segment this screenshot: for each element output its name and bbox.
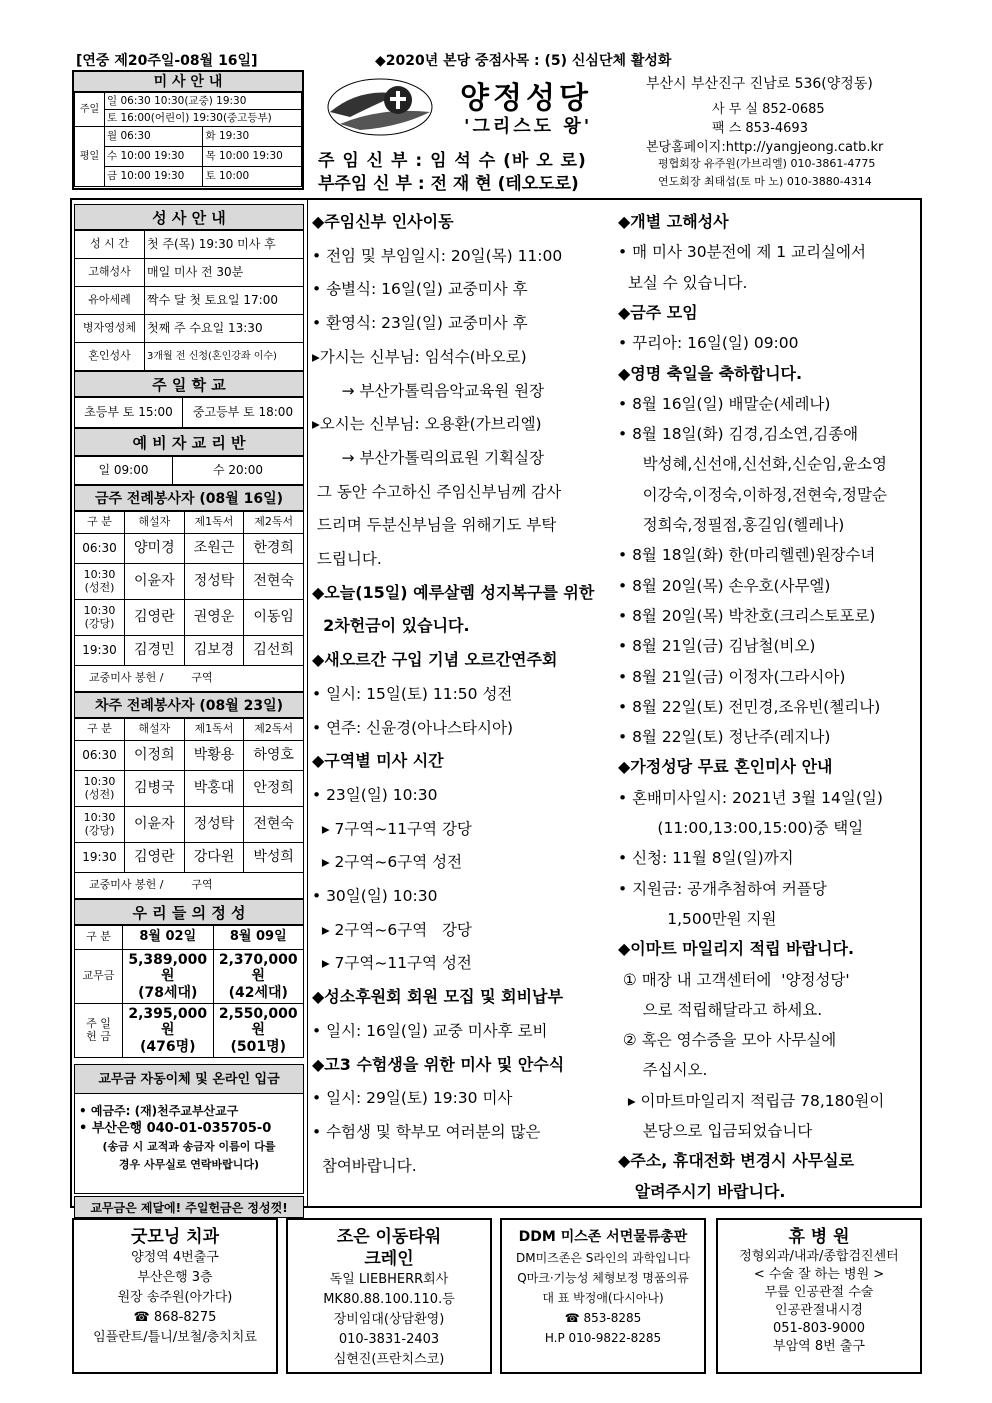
sunday-label: 주일 [75, 93, 105, 127]
notice-heading: ◆영명 축일을 축하합니다. [618, 363, 803, 383]
notice-line: 드립니다. [312, 550, 382, 568]
offering-count: (78세대) [138, 984, 198, 1001]
table-cell: 김영란 [125, 600, 185, 636]
table-header: 해설자 [125, 719, 185, 741]
notice-heading: ◆구역별 미사 시간 [312, 751, 444, 771]
table-cell: 권영운 [184, 600, 244, 636]
notice-line: • 신청: 11월 8일(일)까지 [618, 849, 794, 868]
advertisement-line: 임플란트/틀니/보철/충치치료 [93, 1330, 257, 1345]
advertisement-line: DM미즈존은 S라인의 과학입니다 [516, 1251, 690, 1265]
offering-title: 우 리 들 의 정 성 [74, 899, 304, 925]
notice-line: • 8월 21일(금) 이정자(그라시아) [618, 667, 846, 686]
sunday-school-title: 주 일 학 교 [74, 371, 304, 397]
sacrament-time: 매일 미사 전 30분 [145, 259, 304, 287]
offering-amount: 5,389,000원 [128, 952, 208, 985]
mass-schedule-box [72, 70, 304, 190]
notice-heading: ◆개별 고해성사 [618, 212, 729, 231]
notice-line: • 매 미사 30분전에 제 1 교리실에서 [618, 243, 866, 262]
weekday-mass: 금 10:00 19:30 [105, 167, 203, 187]
church-name: 양정성당 [460, 81, 592, 116]
table-header: 제1독서 [184, 719, 244, 741]
advertisement-line: < 수술 잘 하는 병원 > [753, 1267, 885, 1282]
church-subtitle: '그리스도 왕' [464, 116, 593, 137]
notice-line: (11:00,13:00,15:00)중 택일 [618, 819, 864, 837]
homepage-link[interactable]: 본당홈페이지:http://yangjeong.catb.kr [646, 140, 884, 155]
advertisement-box [72, 1218, 278, 1374]
notice-line: • 8월 18일(화) 한(마리헬렌)원장수녀 [618, 546, 876, 565]
offering-label: 주 일 헌 금 [75, 1004, 123, 1058]
advertisement-line: 대 표 박정애(다시아나) [542, 1291, 664, 1305]
notice-line: • 8월 22일(토) 전민경,조유빈(첼리나) [618, 697, 881, 716]
notice-heading: ◆주소, 휴대전화 변경시 사무실로 [618, 1151, 855, 1171]
advertisement-title: 굿모닝 치과 [130, 1227, 220, 1247]
servers-next-week-title: 차주 전례봉사자 (08월 23일) [74, 692, 304, 718]
notice-line: • 8월 18일(화) 김경,김소연,김종애 [618, 425, 859, 444]
notice-line: • 일시: 29일(토) 19:30 미사 [312, 1089, 513, 1108]
table-cell: 이정희 [125, 741, 185, 771]
fax-number: 팩 스 853-4693 [712, 121, 808, 136]
weekday-mass: 토 10:00 [203, 167, 302, 187]
advertisement-line: 051-803-9000 [772, 1321, 866, 1336]
table-cell: 10:30 (강당) [75, 600, 125, 636]
notice-line: ▸ 2구역~6구역 성전 [312, 853, 463, 872]
sacrament-time: 3개월 전 신청(혼인강좌 이수) [145, 343, 304, 371]
sacrament-name: 고해성사 [75, 259, 145, 287]
offering-table [74, 925, 304, 1058]
advertisement-line: 부암역 8번 출구 [773, 1339, 865, 1354]
notice-line: • 꾸리아: 16일(일) 09:00 [618, 334, 799, 353]
advertisement-line: H.P 010-9822-8285 [544, 1331, 662, 1345]
advertisement-line: 심현진(프란치스코) [333, 1352, 445, 1367]
notice-line: • 23일(일) 10:30 [312, 785, 438, 804]
notice-line: 정희숙,정필점,홍길임(헬레나) [618, 516, 845, 534]
weekday-mass: 수 10:00 19:30 [105, 147, 203, 167]
notice-line: ▸오시는 신부님: 오용환(가브리엘) [312, 415, 542, 434]
advertisement-line: 부산은행 3층 [137, 1270, 213, 1285]
advertisement-line: 장비임대(상담환영) [333, 1312, 445, 1327]
table-cell: 김병국 [125, 771, 185, 807]
table-header: 구 분 [75, 719, 125, 741]
offering-amount: 2,370,000원 [218, 952, 298, 985]
bank-footer: 교무금은 제달에! 주일헌금은 정성껏! [74, 1196, 304, 1218]
notice-line: • 8월 16일(일) 배말순(세레나) [618, 394, 831, 413]
notice-heading: ◆가정성당 무료 혼인미사 안내 [618, 757, 833, 777]
notice-line: ① 매장 내 고객센터에 '양정성당' [618, 970, 850, 989]
notice-heading: ◆주임신부 인사이동 [312, 212, 454, 231]
bank-account-number: • 부산은행 040-01-035705-0 [79, 1121, 272, 1136]
notice-line: → 부산가톨릭음악교육원 원장 [312, 381, 545, 400]
table-cell: 전현숙 [244, 807, 304, 843]
elementary-time: 초등부 토 15:00 [75, 398, 183, 428]
office-phone: 사 무 실 852-0685 [712, 102, 825, 117]
sacrament-name: 성 시 간 [75, 231, 145, 259]
notice-line: 본당으로 입금되었습니다 [618, 1122, 813, 1140]
table-cell: 이윤자 [125, 807, 185, 843]
bank-account-holder: • 예금주: (재)천주교부산교구 [79, 1104, 239, 1118]
advertisement-line: ☎ 868-8275 [133, 1310, 217, 1325]
table-cell: 박성희 [244, 843, 304, 873]
notice-line: • 송별식: 16일(일) 교중미사 후 [312, 280, 528, 299]
notice-line: 주십시오. [618, 1061, 708, 1080]
notice-line: 으로 적립해달라고 하세요. [618, 1000, 823, 1019]
weekday-label: 평일 [75, 127, 105, 187]
table-header: 제2독서 [244, 512, 304, 534]
sacraments-table [74, 230, 304, 371]
table-cell: 박황용 [184, 741, 244, 771]
notice-line: • 8월 20일(목) 박찬호(크리스토포로) [618, 606, 876, 625]
table-cell: 김선희 [244, 636, 304, 666]
advertisement-box [716, 1218, 922, 1374]
table-cell: 하영호 [244, 741, 304, 771]
bank-note: (송금 시 교적과 송금자 이름이 다를 [102, 1140, 276, 1153]
sunday-mass-1: 일 06:30 10:30(교중) 19:30 [105, 93, 302, 110]
table-cell: 10:30 (성전) [75, 771, 125, 807]
table-header: 8월 02일 [123, 926, 214, 950]
advertisement-line: 정형외과/내과/종합검진센터 [739, 1249, 899, 1264]
notice-line: 이강숙,이정숙,이하정,전현숙,정말순 [618, 485, 887, 504]
offering-count: (501명) [230, 1038, 287, 1055]
catechumen-title: 예 비 자 교 리 반 [74, 428, 304, 456]
weekday-mass: 목 10:00 19:30 [203, 147, 302, 167]
advertisement-line: ☎ 853-8285 [564, 1311, 642, 1325]
notice-heading: ◆오늘(15일) 예루살렘 성지복구를 위한 [312, 582, 595, 602]
notice-line: • 8월 21일(금) 김남철(비오) [618, 637, 816, 656]
table-header: 구 분 [75, 926, 123, 950]
notice-heading: 2차헌금이 있습니다. [312, 616, 470, 636]
offering-count: (42세대) [228, 984, 288, 1001]
servers-this-week-table [74, 511, 304, 692]
notice-line: 1,500만원 지원 [618, 909, 777, 928]
table-header: 8월 09일 [213, 926, 304, 950]
notice-line: • 연주: 신윤경(아나스타시아) [312, 718, 514, 737]
table-cell: 김영란 [125, 843, 185, 873]
table-cell: 10:30 (강당) [75, 807, 125, 843]
notice-line: ▸ 7구역~11구역 강당 [312, 819, 472, 838]
notice-line: ▸가시는 신부님: 임석수(바오로) [312, 347, 527, 366]
servers-this-week-title: 금주 전례봉사자 (08월 16일) [74, 485, 304, 511]
offering-count: (476명) [139, 1038, 196, 1055]
left-column [74, 204, 304, 1218]
advertisement-line: Q마크·기능성 체형보정 명품의류 [517, 1271, 689, 1285]
advertisement-line: 인공관절내시경 [775, 1303, 863, 1318]
table-cell: 안정희 [244, 771, 304, 807]
mass-table [74, 92, 302, 187]
sacraments-title: 성 사 안 내 [74, 204, 304, 230]
notice-line: • 8월 22일(토) 정난주(레지나) [618, 728, 831, 747]
offering-group: 교중미사 봉헌 / 구역 [75, 873, 304, 899]
table-header: 제1독서 [184, 512, 244, 534]
weekday-mass: 화 19:30 [203, 127, 302, 147]
pastoral-focus: ◆2020년 본당 중점사목 : (5) 신심단체 활성화 [375, 53, 672, 69]
council-contact: 평협회장 유주원(가브리엘) 010-3861-4775 [658, 157, 876, 170]
notice-line: 드리며 두분신부님을 위해기도 부탁 [312, 516, 557, 535]
middle-high-time: 중고등부 토 18:00 [183, 398, 304, 428]
advertisement-line: 무릎 인공관절 수술 [764, 1285, 874, 1300]
notice-line: ▸ 2구역~6구역 강당 [312, 920, 472, 939]
table-cell: 박홍대 [184, 771, 244, 807]
catechumen-wednesday: 수 20:00 [173, 457, 304, 485]
advertisement-line: MK80.88.100.110.등 [323, 1292, 455, 1307]
notice-line: 보실 수 있습니다. [618, 273, 748, 292]
catechumen-table [74, 456, 304, 485]
table-cell: 한경희 [244, 534, 304, 564]
column-divider [307, 200, 308, 1206]
advertisement-title: 조은 이동타워 크레인 [336, 1227, 442, 1269]
assistant-line: 부주임 신 부 : 전 재 현 (테오도로) [318, 174, 579, 194]
table-cell: 정성탁 [184, 807, 244, 843]
advertisement-line: 양정역 4번출구 [131, 1250, 219, 1265]
bank-title: 교무금 자동이체 및 온라인 입금 [74, 1064, 304, 1094]
notice-heading: ◆이마트 마일리지 적립 바랍니다. [618, 939, 855, 959]
sacrament-name: 혼인성사 [75, 343, 145, 371]
table-cell: 정성탁 [184, 564, 244, 600]
table-header: 제2독서 [244, 719, 304, 741]
notice-line: • 일시: 15일(토) 11:50 성전 [312, 684, 513, 703]
notice-line: 박성혜,신선애,신선화,신순임,윤소영 [618, 455, 887, 474]
advertisement-box [286, 1218, 492, 1374]
sacrament-time: 첫 주(목) 19:30 미사 후 [145, 231, 304, 259]
table-header: 구 분 [75, 512, 125, 534]
advertisement-line: 독일 LIEBHERR회사 [329, 1272, 449, 1287]
sacrament-time: 짝수 달 첫 토요일 17:00 [145, 287, 304, 315]
advertisement-title: DDM 미스존 서면물류총판 [518, 1229, 688, 1245]
table-cell: 양미경 [125, 534, 185, 564]
notice-line: ② 혹은 영수증을 모아 사무실에 [618, 1031, 837, 1050]
table-cell: 전현숙 [244, 564, 304, 600]
notice-line: • 환영식: 23일(일) 교중미사 후 [312, 314, 528, 333]
table-cell: 19:30 [75, 843, 125, 873]
weekday-mass: 월 06:30 [105, 127, 203, 147]
table-cell: 이동임 [244, 600, 304, 636]
table-cell: 김보경 [184, 636, 244, 666]
notice-heading: ◆새오르간 구입 기념 오르간연주회 [312, 650, 558, 670]
notice-line: • 지원금: 공개추첨하여 커플당 [618, 879, 827, 898]
notice-heading: ◆고3 수험생을 위한 미사 및 안수식 [312, 1054, 565, 1074]
sunday-mass-2: 토 16:00(어린이) 19:30(중고등부) [105, 110, 302, 127]
table-cell: 강다윈 [184, 843, 244, 873]
church-address: 부산시 부산진구 진남로 536(양정동) [646, 76, 873, 92]
notice-line: • 8월 20일(목) 손우호(사무엘) [618, 576, 831, 595]
issue-label: [연중 제20주일-08월 16일] [76, 53, 258, 69]
offering-amount: 2,395,000원 [128, 1006, 208, 1039]
bank-info [74, 1094, 304, 1194]
servers-next-week-table [74, 718, 304, 899]
bank-note: 경우 사무실로 연락바랍니다) [118, 1158, 260, 1171]
church-logo-icon [320, 72, 450, 142]
table-cell: 06:30 [75, 534, 125, 564]
sacrament-name: 병자영성체 [75, 315, 145, 343]
notice-line: 참여바랍니다. [312, 1156, 417, 1175]
offering-amount: 2,550,000원 [218, 1006, 298, 1039]
table-cell: 19:30 [75, 636, 125, 666]
mass-schedule-title: 미 사 안 내 [74, 72, 302, 92]
notice-line: • 수험생 및 학부모 여러분의 많은 [312, 1122, 541, 1141]
catechumen-sunday: 일 09:00 [75, 457, 173, 485]
notice-line: • 일시: 16일(일) 교중 미사후 로비 [312, 1021, 548, 1040]
notice-line: → 부산가톨릭의료원 기획실장 [312, 448, 545, 467]
sunday-school-table [74, 397, 304, 428]
sacrament-time: 첫째 주 수요일 13:30 [145, 315, 304, 343]
advertisement-title: 휴 병 원 [788, 1227, 850, 1247]
offering-group: 교중미사 봉헌 / 구역 [75, 666, 304, 692]
notice-line: 그 동안 수고하신 주임신부님께 감사 [312, 482, 562, 501]
table-header: 해설자 [125, 512, 185, 534]
notice-line: ▸ 7구역~11구역 성전 [312, 954, 472, 973]
table-cell: 10:30 (성전) [75, 564, 125, 600]
table-cell: 06:30 [75, 741, 125, 771]
notice-heading: 알려주시기 바랍니다. [618, 1181, 786, 1201]
notice-heading: ◆금주 모임 [618, 302, 698, 322]
notice-heading: ◆성소후원회 회원 모집 및 회비납부 [312, 987, 563, 1007]
notice-line: • 30일(일) 10:30 [312, 887, 438, 905]
table-cell: 조원근 [184, 534, 244, 564]
table-cell: 이윤자 [125, 564, 185, 600]
notice-line: ▸ 이마트마일리지 적립금 78,180원이 [618, 1091, 885, 1110]
advertisement-box [500, 1218, 706, 1374]
offering-label: 교무금 [75, 950, 123, 1004]
deacon-contact: 연도회장 최태섭(토 마 노) 010-3880-4314 [658, 175, 872, 188]
advertisement-line: 010-3831-2403 [338, 1332, 440, 1347]
sacrament-name: 유아세례 [75, 287, 145, 315]
table-cell: 김경민 [125, 636, 185, 666]
notice-line: • 전임 및 부임일시: 20일(목) 11:00 [312, 246, 563, 265]
advertisement-line: 원장 송주원(아가다) [117, 1290, 233, 1305]
pastor-line: 주 임 신 부 : 임 석 수 (바 오 로) [318, 151, 587, 171]
notice-line: • 혼배미사일시: 2021년 3월 14일(일) [618, 788, 883, 807]
